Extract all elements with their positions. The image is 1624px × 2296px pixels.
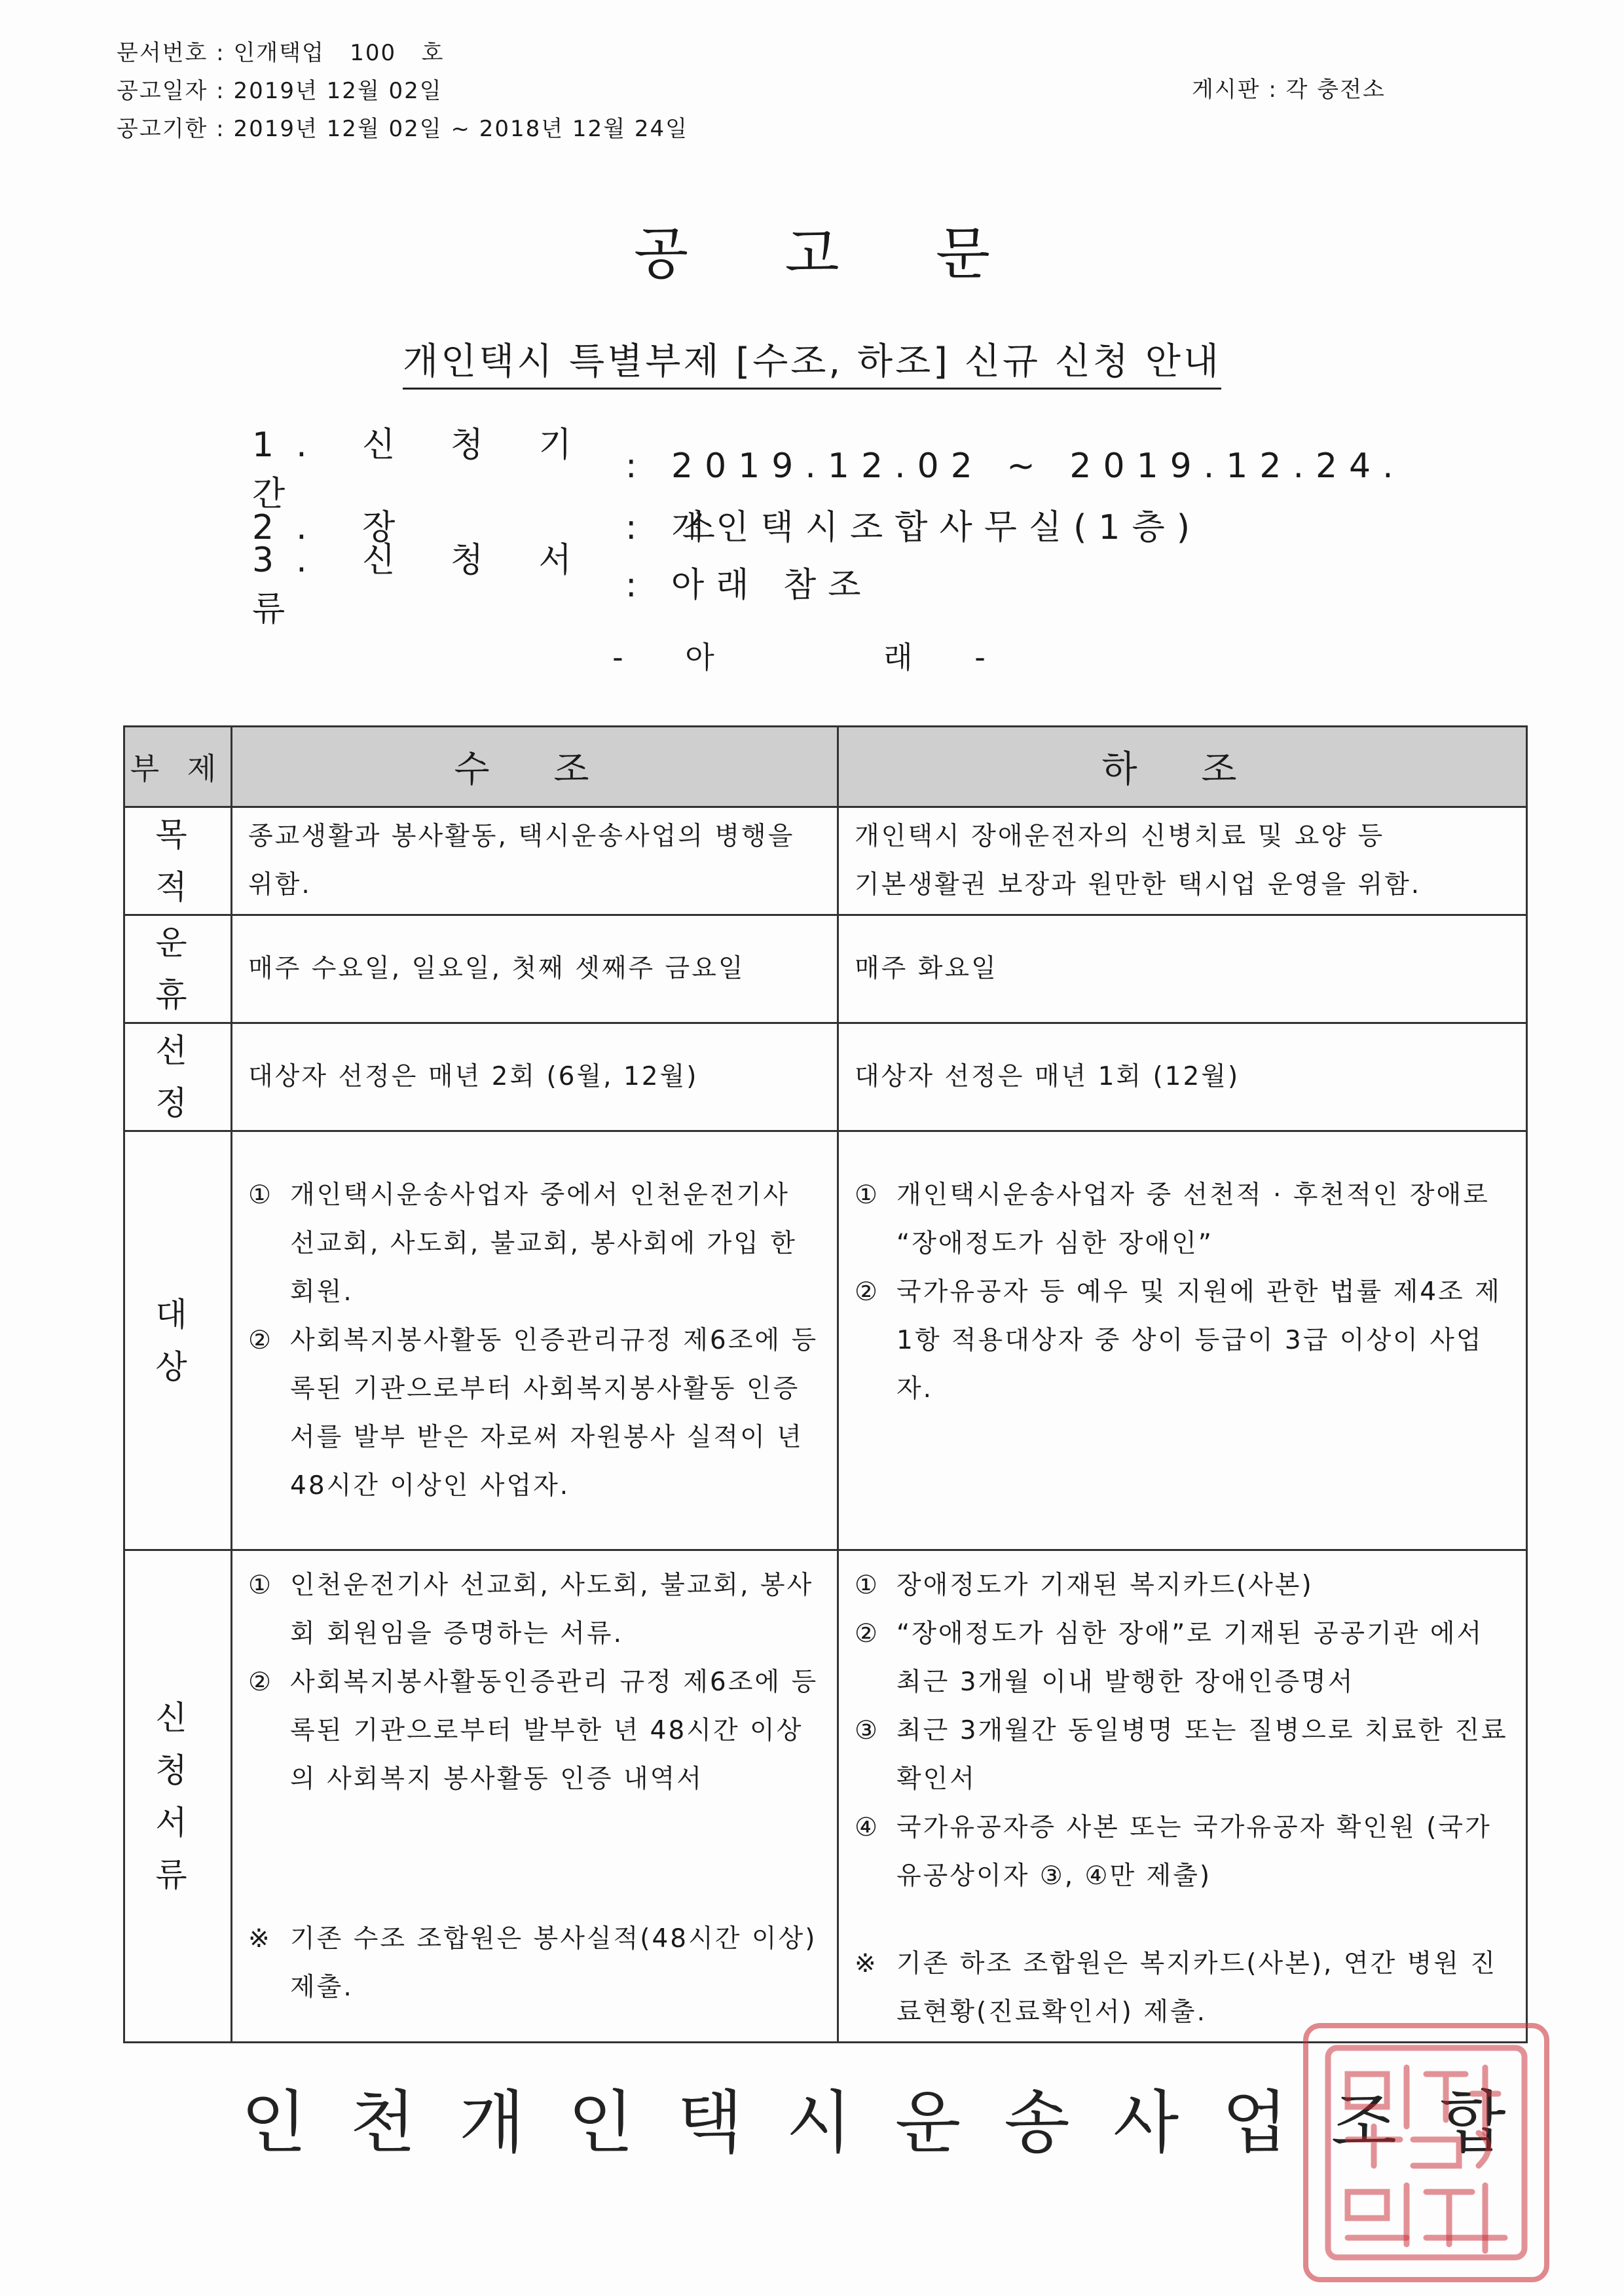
header-cat: 부 제 <box>124 727 232 807</box>
list-item <box>855 1561 1510 1610</box>
table-row <box>124 1131 1527 1550</box>
target-ha <box>838 1131 1527 1550</box>
rest-ha: 매주 화요일 <box>838 915 1527 1023</box>
announcement-date: 공고일자 : 2019년 12월 02일 <box>117 78 443 104</box>
note-marker: ※ <box>855 1949 878 1978</box>
item-marker: ② <box>248 1667 273 1697</box>
documents-ha <box>838 1550 1527 2043</box>
documents-label-line: 서 류 <box>155 1803 200 1894</box>
item-text: 사회복지봉사활동 인증관리규정 제6조에 등록된 기관으로부터 사회복지봉사활동 인증서를 발부 받은 자로써 자원봉사 실적이 년 48시간 이상인 사업자. <box>290 1325 819 1501</box>
list-item <box>855 1804 1510 1901</box>
purpose-su: 종교생활과 봉사활동, 택시운송사업의 병행을 위함. <box>232 807 838 915</box>
list-item <box>855 1171 1510 1268</box>
item-marker: ① <box>855 1180 879 1210</box>
purpose-ha-line: 기본생활권 보장과 원만한 택시업 운영을 위함. <box>855 870 1422 900</box>
documents-su <box>232 1550 838 2043</box>
target-su <box>232 1131 838 1550</box>
info-row <box>252 541 1405 629</box>
item-text: 개인택시운송사업자 중에서 인천운전기사 선교회, 사도회, 불교회, 봉사회에 가입 한 회원. <box>290 1180 797 1307</box>
document-number: 문서번호 : 인개택업 100 호 <box>117 40 445 66</box>
table-row <box>124 807 1527 915</box>
row-label-purpose: 목 적 <box>124 807 232 915</box>
table-row <box>124 1023 1527 1131</box>
page-title: 공 고 문 <box>634 221 1029 287</box>
table-header-row <box>124 727 1527 807</box>
info-value: : 2019.12.02 ~ 2019.12.24. <box>625 446 1405 486</box>
list-item <box>248 1171 821 1317</box>
official-seal-icon <box>1303 2023 1549 2282</box>
page-subtitle <box>0 333 1624 390</box>
item-text: 인천운전기사 선교회, 사도회, 불교회, 봉사회 회원임을 증명하는 서류. <box>290 1571 814 1649</box>
list-item <box>855 1610 1510 1707</box>
item-text: 최근 3개월간 동일병명 또는 질병으로 치료한 진료확인서 <box>896 1716 1508 1794</box>
item-marker: ② <box>855 1619 879 1649</box>
organization-name: 인천개인택시운송사업조합 <box>241 2083 1549 2162</box>
item-text: 국가유공자 등 예우 및 지원에 관한 법률 제4조 제1항 적용대상자 중 상이 등급이 3급 이상이 사업자. <box>896 1277 1502 1404</box>
row-label-target: 대 상 <box>124 1131 232 1550</box>
header-su: 수 조 <box>232 727 838 807</box>
item-marker: ① <box>248 1180 273 1210</box>
announcement-period: 공고기한 : 2019년 12월 02일 ~ 2018년 12월 24일 <box>117 116 688 142</box>
item-marker: ① <box>248 1571 273 1600</box>
info-value: : 아래 참조 <box>625 565 873 605</box>
seal-pattern <box>1308 2028 1544 2277</box>
note-item <box>248 1915 821 2012</box>
item-marker: ④ <box>855 1813 879 1842</box>
selection-su: 대상자 선정은 매년 2회 (6월, 12월) <box>232 1023 838 1131</box>
documents-label-line: 신 청 <box>155 1698 200 1789</box>
document-header <box>117 34 688 148</box>
subtitle-text: 개인택시 특별부제 [수조, 하조] 신규 신청 안내 <box>403 333 1221 390</box>
item-text: 장애정도가 기재된 복지카드(사본) <box>896 1571 1314 1600</box>
table-row <box>124 1550 1527 2043</box>
row-label-documents <box>124 1550 232 2043</box>
note-item <box>855 1940 1510 2037</box>
list-item <box>248 1658 821 1804</box>
info-value: : 개인택시조합사무실(1층) <box>625 507 1202 547</box>
row-label-selection: 선 정 <box>124 1023 232 1131</box>
note-text: 기존 하조 조합원은 복지카드(사본), 연간 병원 진료현황(진료확인서) 제출. <box>896 1949 1498 2027</box>
info-label: 1. 신 청 기 간 <box>252 426 594 514</box>
application-info <box>252 426 1405 629</box>
item-marker: ② <box>855 1277 879 1307</box>
rest-su: 매주 수요일, 일요일, 첫째 셋째주 금요일 <box>232 915 838 1023</box>
application-table <box>123 725 1528 2043</box>
list-item <box>855 1268 1510 1413</box>
list-item <box>248 1317 821 1510</box>
list-item <box>248 1561 821 1658</box>
purpose-ha <box>838 807 1527 915</box>
bulletin-board: 게시판 : 각 충전소 <box>1192 77 1386 103</box>
info-label: 2. 장 소 <box>252 507 737 547</box>
section-marker: - 아 래 - <box>612 640 1012 675</box>
item-text: 개인택시운송사업자 중 선천적 · 후천적인 장애로 “장애정도가 심한 장애인” <box>896 1180 1490 1258</box>
note-marker: ※ <box>248 1924 272 1954</box>
item-text: 국가유공자증 사본 또는 국가유공자 확인원 (국가유공상이자 ③, ④만 제출) <box>896 1813 1492 1891</box>
note-text: 기존 수조 조합원은 봉사실적(48시간 이상) 제출. <box>290 1924 817 2002</box>
purpose-ha-line: 개인택시 장애운전자의 신병치료 및 요양 등 <box>855 822 1385 851</box>
info-label: 3. 신 청 서 류 <box>252 541 594 629</box>
item-marker: ② <box>248 1325 273 1355</box>
header-ha: 하 조 <box>838 727 1527 807</box>
item-marker: ① <box>855 1571 879 1600</box>
item-text: “장애정도가 심한 장애”로 기재된 공공기관 에서 최근 3개월 이내 발행한 장애인증명서 <box>896 1619 1484 1697</box>
list-item <box>855 1707 1510 1804</box>
item-marker: ③ <box>855 1716 879 1745</box>
selection-ha: 대상자 선정은 매년 1회 (12월) <box>838 1023 1527 1131</box>
table-row <box>124 915 1527 1023</box>
info-row <box>252 426 1405 514</box>
row-label-rest: 운 휴 <box>124 915 232 1023</box>
item-text: 사회복지봉사활동인증관리 규정 제6조에 등록된 기관으로부터 발부한 년 48시간 이상의 사회복지 봉사활동 인증 내역서 <box>290 1667 819 1794</box>
